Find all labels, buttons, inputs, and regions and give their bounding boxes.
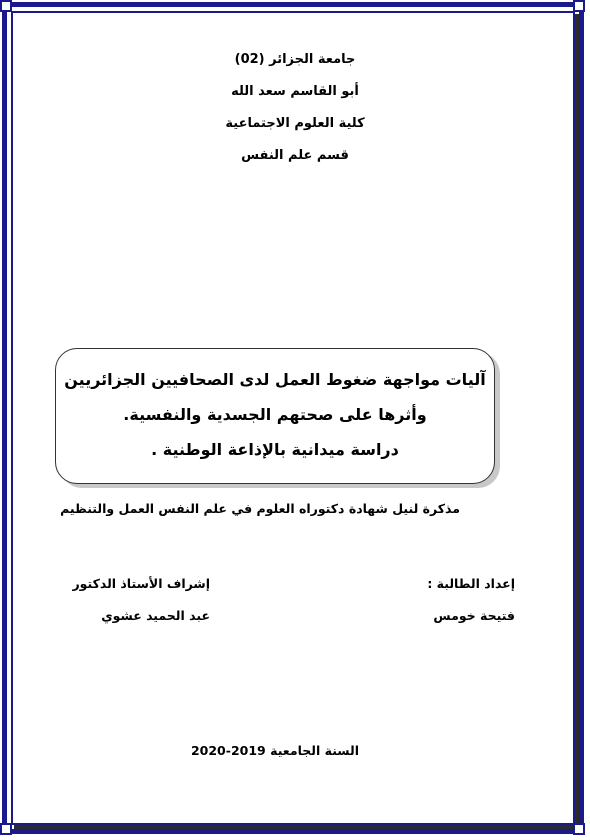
supervisor-label: إشراف الأستاذ الدكتور [72,576,210,591]
university-name: أبو القاسم سعد الله [231,84,359,99]
thesis-title-line-2: وأثرها على صحتهم الجسدية والنفسية. [123,405,427,424]
academic-year: السنة الجامعية 2019-2020 [190,743,360,758]
corner-ornament-bottom-left [0,823,12,835]
thesis-title-line-3: دراسة ميدانية بالإذاعة الوطنية . [151,440,399,459]
degree-statement: مذكرة لنيل شهادة دكتوراه العلوم في علم النفس العمل والتنظيم [60,501,460,516]
student-label: إعداد الطالبة : [427,576,515,591]
department-name: قسم علم النفس [241,148,349,163]
faculty-name: كلية العلوم الاجتماعية [225,116,365,131]
thesis-title-line-1: آليات مواجهة ضغوط العمل لدى الصحافيين الجزائريين [64,370,486,389]
corner-ornament-top-left [0,0,12,12]
corner-ornament-bottom-right [573,823,585,835]
corner-ornament-top-right [573,0,585,12]
student-name: فتيحة خومس [433,608,515,623]
university-title: جامعة الجزائر (02) [234,52,356,67]
supervisor-name: عبد الحميد عشوي [101,608,210,623]
